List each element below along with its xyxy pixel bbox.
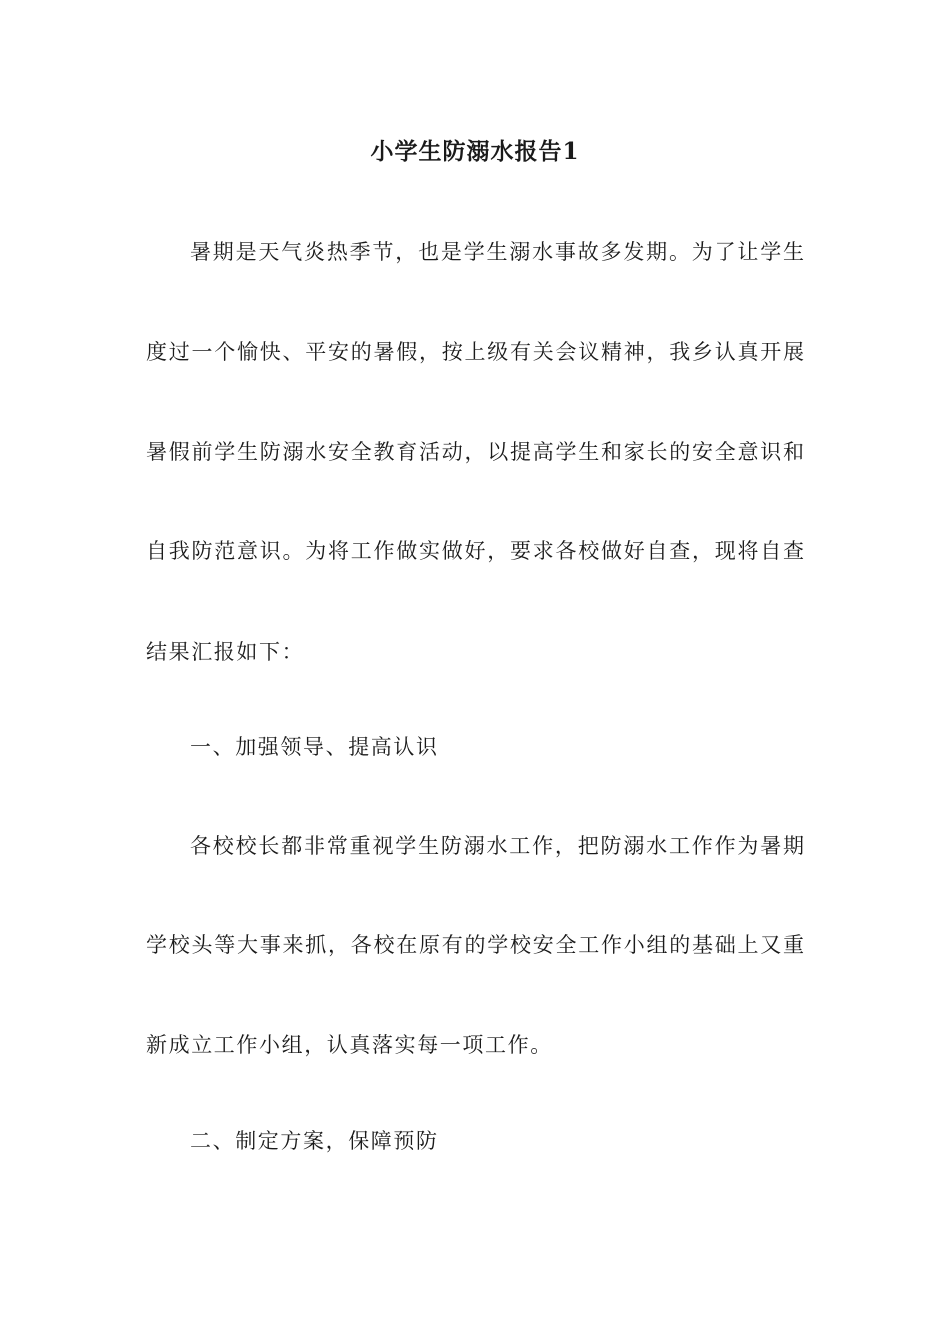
paragraph-line: 暑期是天气炎热季节，也是学生溺水事故多发期。为了让学生 [190, 240, 804, 264]
paragraph-line: 新成立工作小组，认真落实每一项工作。 [146, 1033, 553, 1057]
paragraph-line: 各校校长都非常重视学生防溺水工作，把防溺水工作作为暑期 [190, 834, 804, 858]
document-title: 小学生防溺水报告1 [370, 138, 580, 165]
paragraph-line: 暑假前学生防溺水安全教育活动，以提高学生和家长的安全意识和 [146, 440, 804, 464]
paragraph-line: 自我防范意识。为将工作做实做好，要求各校做好自查，现将自查 [146, 539, 804, 563]
paragraph-line: 结果汇报如下： [146, 640, 305, 664]
paragraph-line: 学校头等大事来抓，各校在原有的学校安全工作小组的基础上又重 [146, 933, 804, 957]
section-heading: 二、制定方案，保障预防 [190, 1129, 439, 1153]
section-heading: 一、加强领导、提高认识 [190, 735, 439, 759]
paragraph-line: 度过一个愉快、平安的暑假，按上级有关会议精神，我乡认真开展 [146, 340, 804, 364]
